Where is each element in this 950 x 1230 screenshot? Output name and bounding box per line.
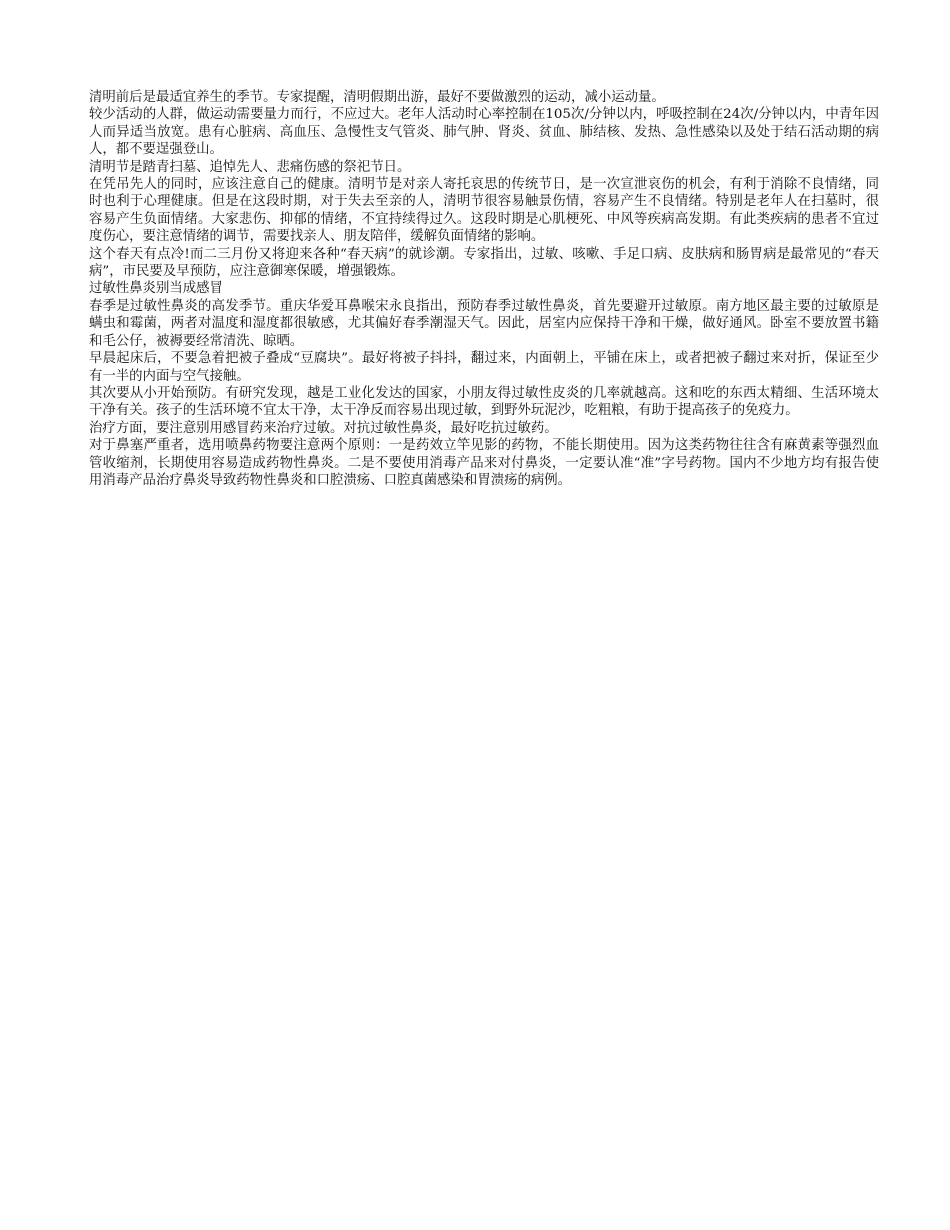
paragraph-exercise: 较少活动的人群，做运动需要量力而行，不应过大。老年人活动时心率控制在105次/分钟以内，呼吸控制在24次/分钟以内，中青年因人而异适当放宽。患有心脏病、高血压、急慢性支气管炎、肺气肿、肾炎、贫血、肺结核、发热、急性感染以及处于结石活动期的病人，都不要逞强登山。	[89, 107, 879, 158]
paragraph-bedding: 早晨起床后，不要急着把被子叠成“豆腐块”。最好将被子抖抖，翻过来，内面朝上，平铺在床上，或者把被子翻过来对折，保证至少有一半的内面与空气接触。	[89, 351, 879, 384]
paragraph-rhinitis: 春季是过敏性鼻炎的高发季节。重庆华爱耳鼻喉宋永良指出，预防春季过敏性鼻炎，首先要避开过敏原。南方地区最主要的过敏原是螨虫和霉菌，两者对温度和湿度都很敏感，尤其偏好春季潮湿天气。因此，居室内应保持干净和干燥，做好通风。卧室不要放置书籍和毛公仔，被褥要经常清洗、晾晒。	[89, 298, 879, 349]
section-heading: 过敏性鼻炎别当成感冒	[89, 281, 223, 297]
paragraph-treatment: 治疗方面，要注意别用感冒药来治疗过敏。对抗过敏性鼻炎，最好吃抗过敏药。	[89, 420, 558, 436]
paragraph-prevention: 其次要从小开始预防。有研究发现，越是工业化发达的国家，小朋友得过敏性皮炎的几率就越高。这和吃的东西太精细、生活环境太干净有关。孩子的生活环境不宜太干净，太干净反而容易出现过敏，到野外玩泥沙，吃粗粮，有助于提高孩子的免疫力。	[89, 385, 879, 419]
paragraph-emotions: 在凭吊先人的同时，应该注意自己的健康。清明节是对亲人寄托哀思的传统节日，是一次宣泄哀伤的机会，有利于消除不良情绪，同时也利于心理健康。但是在这段时期，对于失去至亲的人，清明节很容易触景伤情，容易产生不良情绪。特别是老年人在扫墓时，很容易产生负面情绪。大家悲伤、抑郁的情绪，不宜持续得过久。这段时期是心肌梗死、中风等疾病高发期。有此类疾病的患者不宜过度伤心，要注意情绪的调节，需要找亲人、朋友陪伴，缓解负面情绪的影响。	[89, 177, 879, 245]
paragraph-nasal-spray: 对于鼻塞严重者，选用喷鼻药物要注意两个原则：一是药效立竿见影的药物，不能长期使用。因为这类药物往往含有麻黄素等强烈血管收缩剂，长期使用容易造成药物性鼻炎。二是不要使用消毒产品来对付鼻炎，一定要认准“准”字号药物。国内不少地方均有报告使用消毒产品治疗鼻炎导致药物性鼻炎和口腔溃疡、口腔真菌感染和胃溃疡的病例。	[89, 438, 879, 488]
paragraph-festival: 清明节是踏青扫墓、追悼先人、悲痛伤感的祭祀节日。	[89, 159, 411, 175]
document-body	[89, 89, 879, 489]
paragraph-intro: 清明前后是最适宜养生的季节。专家提醒，清明假期出游，最好不要做激烈的运动，减小运动量。	[89, 90, 665, 105]
paragraph-spring-diseases: 这个春天有点冷!而二三月份又将迎来各种“春天病”的就诊潮。专家指出，过敏、咳嗽、手足口病、皮肤病和肠胃病是最常见的“春天病”，市民要及早预防，应注意御寒保暖，增强锻炼。	[89, 246, 879, 280]
